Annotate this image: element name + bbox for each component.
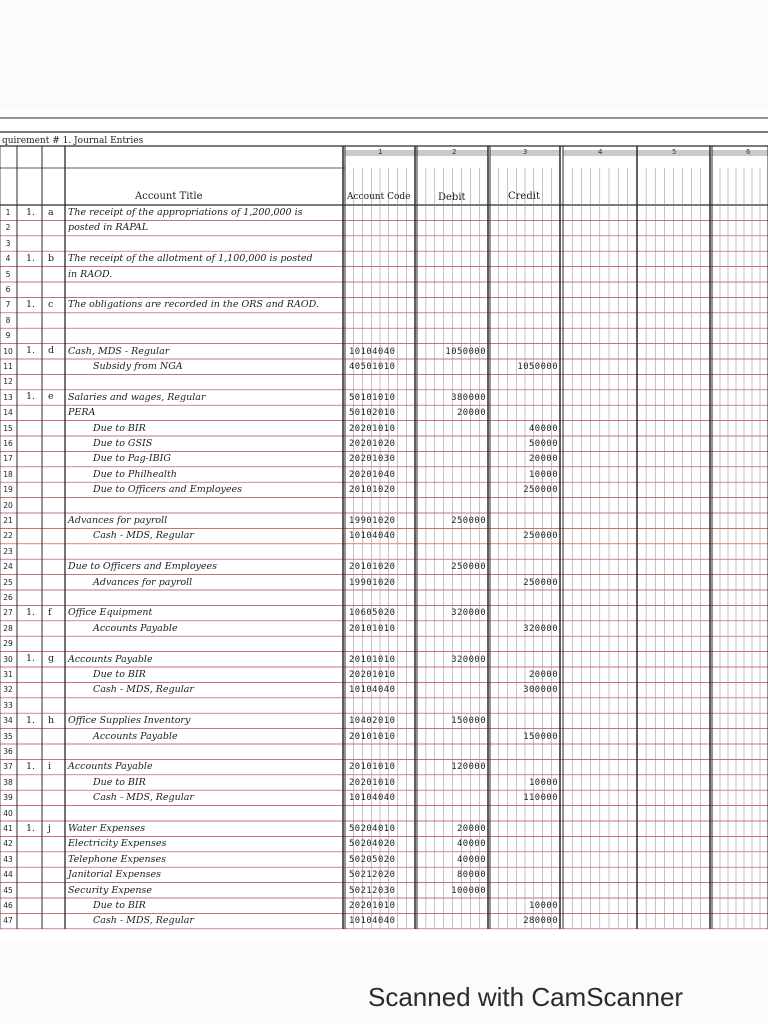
- account-code: 19901020: [349, 577, 396, 588]
- row-number: 16: [3, 439, 13, 448]
- account-code: 10605020: [349, 608, 396, 619]
- credit-account-title: Due to Officers and Employees: [93, 484, 243, 496]
- entry-letter: f: [48, 606, 52, 618]
- credit-account-title: Accounts Payable: [93, 622, 178, 634]
- row-number: 6: [5, 285, 11, 294]
- account-code: 19901020: [349, 516, 396, 526]
- entry-letter: d: [48, 345, 55, 357]
- row-number: 35: [3, 731, 13, 741]
- account-code: 20201020: [349, 439, 396, 449]
- account-code: 20201040: [349, 469, 396, 480]
- entry-number: 1.: [26, 391, 36, 403]
- account-title: Accounts Payable: [68, 653, 153, 665]
- row-number: 34: [3, 716, 13, 726]
- credit-amount: 1050000: [517, 362, 558, 372]
- row-number: 10: [3, 346, 13, 356]
- account-code: 20201010: [349, 670, 396, 680]
- credit-amount: 250000: [523, 531, 558, 542]
- credit-account-title: Cash - MDS, Regular: [93, 915, 194, 927]
- credit-account-title: Subsidy from NGA: [93, 361, 183, 372]
- entry-letter: h: [48, 714, 55, 726]
- account-title: Telephone Expenses: [68, 853, 167, 865]
- sheet-title: quirement # 1. Journal Entries: [2, 136, 144, 146]
- account-code: 10104040: [349, 346, 396, 357]
- account-title: Due to Officers and Employees: [68, 561, 218, 573]
- account-title: Office Supplies Inventory: [68, 715, 191, 727]
- account-code: 20201030: [349, 454, 396, 465]
- account-code: 50212030: [349, 885, 396, 896]
- credit-amount: 10000: [529, 901, 558, 911]
- row-number: 1: [5, 208, 11, 217]
- credit-amount: 280000: [523, 916, 558, 927]
- credit-account-title: Due to BIR: [93, 669, 146, 680]
- row-number: 3: [5, 238, 11, 248]
- account-title: Salaries and wages, Regular: [68, 391, 206, 403]
- account-code: 50101010: [349, 392, 396, 403]
- account-title: Office Equipment: [68, 607, 153, 619]
- debit-amount: 320000: [451, 608, 486, 619]
- debit-amount: 250000: [451, 516, 486, 526]
- account-code: 50205020: [349, 854, 396, 865]
- account-title: Electricity Expenses: [68, 838, 167, 850]
- column-number: 4: [598, 148, 603, 156]
- credit-account-title: Due to Philhealth: [93, 468, 177, 480]
- account-title: in RAOD.: [68, 268, 113, 280]
- row-number: 42: [3, 839, 13, 849]
- credit-amount: 250000: [523, 485, 558, 496]
- row-number: 8: [5, 315, 11, 325]
- column-number: 5: [672, 148, 677, 156]
- entry-number: 1.: [26, 345, 36, 357]
- credit-amount: 320000: [523, 623, 558, 634]
- row-number: 18: [3, 469, 13, 479]
- credit-amount: 40000: [529, 423, 558, 434]
- account-title: The obligations are recorded in the ORS and RAOD.: [68, 299, 319, 311]
- debit-amount: 120000: [451, 762, 486, 773]
- debit-amount: 20000: [457, 824, 486, 834]
- row-number: 40: [3, 808, 13, 818]
- header-account-code: Account Code: [347, 192, 411, 202]
- row-number: 11: [3, 362, 13, 371]
- account-code: 20101020: [349, 562, 396, 573]
- account-code: 20101020: [349, 485, 396, 496]
- column-number: 1: [378, 148, 383, 156]
- row-number: 32: [3, 685, 13, 695]
- row-number: 21: [3, 516, 13, 525]
- row-number: 22: [3, 531, 13, 541]
- credit-account-title: Cash - MDS, Regular: [93, 684, 194, 696]
- credit-amount: 250000: [523, 577, 558, 588]
- row-number: 25: [3, 577, 13, 587]
- entry-number: 1.: [26, 252, 36, 264]
- row-number: 20: [3, 500, 13, 510]
- debit-amount: 250000: [451, 562, 486, 573]
- account-title: The receipt of the appropriations of 1,200,000 is: [68, 207, 303, 218]
- row-number: 44: [3, 870, 13, 880]
- row-number: 2: [5, 223, 11, 233]
- row-number: 46: [3, 901, 13, 910]
- row-number: 30: [3, 654, 13, 664]
- account-code: 50204010: [349, 824, 396, 834]
- camscanner-watermark: Scanned with CamScanner: [368, 982, 684, 1012]
- credit-account-title: Cash - MDS, Regular: [93, 530, 194, 542]
- credit-account-title: Cash - MDS, Regular: [93, 792, 194, 804]
- account-title: The receipt of the allotment of 1,100,000 is posted: [68, 253, 313, 265]
- account-code: 10402010: [349, 716, 396, 727]
- account-code: 10104040: [349, 685, 396, 696]
- row-number: 19: [3, 485, 13, 495]
- account-title: Water Expenses: [68, 823, 146, 834]
- row-number: 9: [5, 331, 11, 341]
- row-number: 4: [5, 254, 11, 264]
- entry-number: 1.: [26, 206, 36, 218]
- entry-letter: c: [48, 298, 54, 310]
- credit-account-title: Advances for payroll: [93, 576, 193, 588]
- row-number: 37: [3, 762, 13, 772]
- entry-number: 1.: [26, 822, 36, 834]
- account-code: 20101010: [349, 762, 396, 773]
- header-credit: Credit: [508, 191, 540, 202]
- debit-amount: 150000: [451, 716, 486, 727]
- credit-amount: 150000: [523, 731, 558, 742]
- account-code: 10104040: [349, 916, 396, 927]
- account-code: 20201010: [349, 901, 396, 911]
- credit-amount: 300000: [523, 685, 558, 696]
- row-number: 7: [5, 300, 11, 310]
- row-number: 15: [3, 423, 13, 433]
- row-number: 26: [3, 593, 13, 602]
- entry-letter: b: [48, 252, 55, 264]
- debit-amount: 80000: [457, 870, 486, 881]
- account-code: 40501010: [349, 362, 396, 372]
- row-number: 39: [3, 793, 13, 803]
- header-debit: Debit: [438, 192, 466, 203]
- row-number: 36: [3, 747, 13, 756]
- entry-number: 1.: [26, 714, 36, 726]
- credit-amount: 110000: [523, 793, 558, 804]
- row-number: 13: [3, 392, 13, 402]
- credit-account-title: Due to BIR: [93, 422, 146, 434]
- account-code: 20101010: [349, 623, 396, 634]
- row-number: 41: [3, 824, 13, 833]
- account-code: 50204020: [349, 839, 396, 850]
- debit-amount: 380000: [451, 392, 486, 403]
- account-title: Advances for payroll: [68, 515, 168, 526]
- account-code: 10104040: [349, 793, 396, 804]
- header-account-title: Account Title: [135, 191, 203, 202]
- row-number: 43: [3, 854, 13, 864]
- debit-amount: 320000: [451, 654, 486, 665]
- entry-number: 1.: [26, 760, 36, 772]
- column-number: 3: [523, 148, 528, 156]
- credit-account-title: Due to BIR: [93, 900, 146, 911]
- account-code: 10104040: [349, 531, 396, 542]
- account-code: 50102010: [349, 408, 396, 419]
- account-title: Accounts Payable: [68, 761, 153, 773]
- entry-letter: e: [48, 391, 54, 403]
- account-title: Cash, MDS - Regular: [68, 345, 170, 357]
- column-number: 2: [452, 148, 457, 156]
- account-title: PERA: [68, 407, 96, 419]
- account-code: 20201010: [349, 423, 396, 434]
- row-number: 31: [3, 670, 13, 679]
- debit-amount: 1050000: [445, 346, 486, 357]
- credit-account-title: Accounts Payable: [93, 730, 178, 742]
- account-title: posted in RAPAL: [68, 222, 149, 234]
- entry-number: 1.: [26, 606, 36, 618]
- debit-amount: 20000: [457, 408, 486, 419]
- entry-letter: g: [48, 653, 55, 665]
- credit-account-title: Due to Pag-IBIG: [93, 453, 171, 465]
- account-code: 50212020: [349, 870, 396, 881]
- account-code: 20101010: [349, 654, 396, 665]
- row-number: 29: [3, 639, 13, 649]
- row-number: 27: [3, 608, 13, 618]
- debit-amount: 100000: [451, 885, 486, 896]
- account-code: 20101010: [349, 731, 396, 742]
- row-number: 12: [3, 377, 13, 387]
- account-title: Security Expense: [68, 884, 152, 896]
- debit-amount: 40000: [457, 854, 486, 865]
- debit-amount: 40000: [457, 839, 486, 850]
- row-number: 17: [3, 454, 13, 464]
- entry-number: 1.: [26, 298, 36, 310]
- entry-letter: a: [48, 206, 54, 218]
- credit-amount: 20000: [529, 454, 558, 465]
- row-number: 47: [3, 916, 13, 926]
- row-number: 38: [3, 777, 13, 787]
- entry-number: 1.: [26, 653, 36, 665]
- entry-letter: i: [48, 760, 52, 772]
- row-number: 45: [3, 885, 13, 895]
- row-number: 5: [5, 269, 11, 279]
- credit-account-title: Due to BIR: [93, 776, 146, 788]
- column-number: 6: [746, 148, 751, 156]
- credit-amount: 10000: [529, 777, 558, 788]
- ledger-sheet: [0, 110, 768, 940]
- row-number: 23: [3, 546, 13, 556]
- account-code: 20201010: [349, 777, 396, 788]
- row-number: 24: [3, 562, 13, 572]
- credit-amount: 10000: [529, 469, 558, 480]
- credit-amount: 20000: [529, 670, 558, 680]
- credit-account-title: Due to GSIS: [93, 438, 153, 449]
- account-title: Janitorial Expenses: [68, 869, 161, 881]
- row-number: 14: [3, 408, 13, 418]
- entry-letter: j: [48, 822, 51, 834]
- row-number: 28: [3, 623, 13, 633]
- credit-amount: 50000: [529, 439, 558, 449]
- row-number: 33: [3, 700, 13, 710]
